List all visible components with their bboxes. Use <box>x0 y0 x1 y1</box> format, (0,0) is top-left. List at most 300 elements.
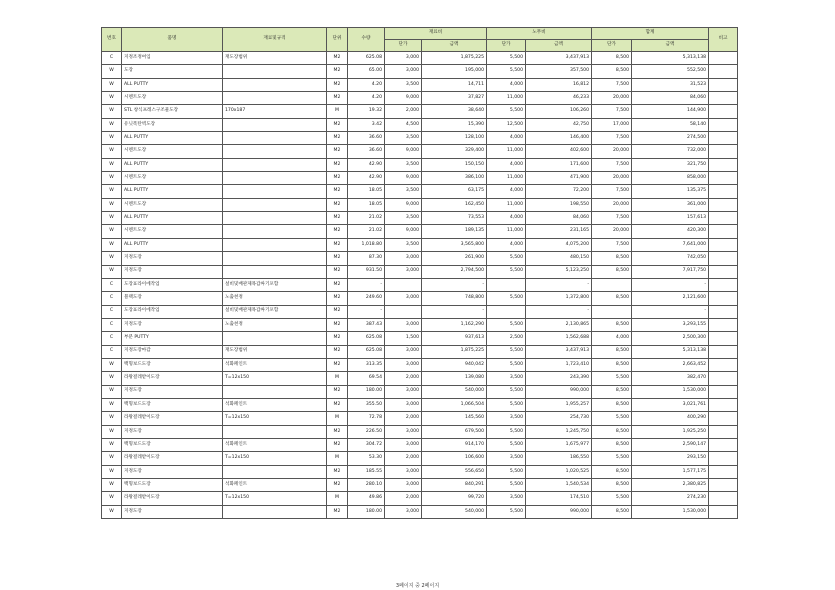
table-row <box>102 479 738 492</box>
cell-material-unit-price: 3,000 <box>385 345 422 358</box>
cell-material-unit-price: 9,000 <box>385 172 422 185</box>
cell-no: W <box>102 78 122 91</box>
cell-note <box>709 65 738 78</box>
cell-spec <box>223 185 327 198</box>
cell-material-amount: 37,827 <box>422 92 487 105</box>
cell-item: 지정도장 <box>122 385 223 398</box>
header-spec: 재료및규격 <box>223 28 327 52</box>
cell-item: 지정도장 <box>122 425 223 438</box>
cell-no: W <box>102 505 122 518</box>
cell-labor-unit-price: 2,500 <box>487 332 526 345</box>
cell-item: 백형보드도장 <box>122 479 223 492</box>
cell-no: W <box>102 212 122 225</box>
cell-material-unit-price: 3,500 <box>385 185 422 198</box>
cell-no: W <box>102 412 122 425</box>
table-row <box>102 492 738 505</box>
cell-spec <box>223 132 327 145</box>
cell-material-amount: 540,000 <box>422 385 487 398</box>
table-row <box>102 305 738 318</box>
cell-material-unit-price <box>385 278 422 291</box>
cell-unit: M2 <box>327 158 348 171</box>
cell-labor-amount: 146,400 <box>526 132 592 145</box>
cell-labor-unit-price: 5,500 <box>487 265 526 278</box>
cell-total-unit-price: 8,500 <box>592 345 632 358</box>
cell-no: W <box>102 465 122 478</box>
cell-unit: M2 <box>327 52 348 65</box>
cell-total-amount: 2,663,452 <box>632 358 709 371</box>
cell-no: W <box>102 398 122 411</box>
cell-total-unit-price: 4,000 <box>592 332 632 345</box>
cell-unit: M2 <box>327 398 348 411</box>
cell-no: C <box>102 305 122 318</box>
table-row <box>102 212 738 225</box>
cell-spec: T=12x150 <box>223 412 327 425</box>
cell-no: C <box>102 292 122 305</box>
cell-labor-amount: 990,000 <box>526 505 592 518</box>
cell-labor-unit-price: 11,000 <box>487 198 526 211</box>
cell-item: 라왕걸레받이도장 <box>122 412 223 425</box>
cell-material-amount: 748,800 <box>422 292 487 305</box>
cell-labor-unit-price: 3,500 <box>487 412 526 425</box>
cell-total-unit-price: 8,500 <box>592 438 632 451</box>
cell-unit: M2 <box>327 198 348 211</box>
table-header <box>102 28 738 52</box>
cell-spec <box>223 92 327 105</box>
cell-no: W <box>102 358 122 371</box>
cell-labor-amount: 1,540,534 <box>526 479 592 492</box>
cell-material-unit-price: 3,000 <box>385 385 422 398</box>
cell-labor-amount: 3,437,913 <box>526 345 592 358</box>
cell-note <box>709 278 738 291</box>
cell-labor-unit-price: 5,500 <box>487 345 526 358</box>
table-row <box>102 118 738 131</box>
cell-unit: M <box>327 452 348 465</box>
cell-spec <box>223 332 327 345</box>
cell-unit: M2 <box>327 78 348 91</box>
cell-spec <box>223 505 327 518</box>
cell-labor-unit-price: 11,000 <box>487 92 526 105</box>
cell-labor-unit-price: 5,500 <box>487 105 526 118</box>
cell-material-amount: - <box>422 305 487 318</box>
cell-no: W <box>102 198 122 211</box>
cell-note <box>709 332 738 345</box>
cell-total-unit-price: 8,500 <box>592 265 632 278</box>
cell-labor-amount: 2,130,865 <box>526 318 592 331</box>
cell-total-amount: 84,060 <box>632 92 709 105</box>
cell-note <box>709 505 738 518</box>
cell-item: ALL PUTTY <box>122 212 223 225</box>
cell-material-amount: 139,080 <box>422 372 487 385</box>
table-row <box>102 425 738 438</box>
cell-no: W <box>102 145 122 158</box>
cell-labor-unit-price: 4,000 <box>487 158 526 171</box>
cell-total-unit-price: 20,000 <box>592 225 632 238</box>
cell-unit: M2 <box>327 145 348 158</box>
cell-total-unit-price: 8,500 <box>592 385 632 398</box>
cell-no: W <box>102 479 122 492</box>
cell-total-unit-price: 20,000 <box>592 172 632 185</box>
cell-material-amount: 73,553 <box>422 212 487 225</box>
cell-item: 지정도장 <box>122 252 223 265</box>
cell-material-unit-price: 3,500 <box>385 238 422 251</box>
table-row <box>102 318 738 331</box>
cell-total-unit-price: 5,500 <box>592 412 632 425</box>
cell-note <box>709 425 738 438</box>
cell-labor-unit-price <box>487 305 526 318</box>
cell-labor-unit-price: 4,000 <box>487 132 526 145</box>
cell-total-unit-price: 8,500 <box>592 252 632 265</box>
cell-total-amount: 274,230 <box>632 492 709 505</box>
table-row <box>102 398 738 411</box>
cell-no: W <box>102 265 122 278</box>
cell-labor-unit-price: 12,500 <box>487 118 526 131</box>
cell-spec <box>223 65 327 78</box>
cell-total-amount: 1,530,000 <box>632 385 709 398</box>
cell-labor-amount: 42,750 <box>526 118 592 131</box>
cell-item: STL 창식프레스구조물도장 <box>122 105 223 118</box>
cell-material-unit-price: 3,000 <box>385 438 422 451</box>
cell-labor-amount: 243,390 <box>526 372 592 385</box>
cell-unit: M <box>327 412 348 425</box>
cell-unit: M <box>327 372 348 385</box>
cell-total-unit-price: 5,500 <box>592 372 632 385</box>
cell-total-unit-price: 8,500 <box>592 398 632 411</box>
cell-labor-unit-price: 3,500 <box>487 492 526 505</box>
cell-material-amount: 1,875,225 <box>422 52 487 65</box>
cell-labor-amount: 402,600 <box>526 145 592 158</box>
cell-qty: 21.02 <box>348 225 385 238</box>
cell-spec <box>223 265 327 278</box>
cell-note <box>709 412 738 425</box>
cell-unit: M <box>327 105 348 118</box>
cell-qty: 4.20 <box>348 92 385 105</box>
cell-no: W <box>102 492 122 505</box>
cell-item: 백형보드도장 <box>122 398 223 411</box>
table-row <box>102 265 738 278</box>
cell-qty: 53.30 <box>348 452 385 465</box>
cell-qty: 625.08 <box>348 52 385 65</box>
cell-material-amount: 106,600 <box>422 452 487 465</box>
cell-qty: 313.35 <box>348 358 385 371</box>
cell-spec <box>223 172 327 185</box>
cell-total-unit-price: 8,500 <box>592 358 632 371</box>
cell-total-amount: 31,523 <box>632 78 709 91</box>
table-row <box>102 465 738 478</box>
cell-note <box>709 145 738 158</box>
cell-total-amount: 2,590,147 <box>632 438 709 451</box>
cell-qty: 21.02 <box>348 212 385 225</box>
table-row <box>102 345 738 358</box>
cell-item: 유닛폭탄벽도장 <box>122 118 223 131</box>
cell-item: 블랙도장 <box>122 292 223 305</box>
cell-total-unit-price: 8,500 <box>592 479 632 492</box>
cell-labor-unit-price: 5,500 <box>487 465 526 478</box>
table-row <box>102 332 738 345</box>
cell-labor-unit-price: 5,500 <box>487 318 526 331</box>
cell-total-unit-price: 8,500 <box>592 425 632 438</box>
cell-material-unit-price: 2,000 <box>385 372 422 385</box>
cell-no: W <box>102 158 122 171</box>
cell-no: W <box>102 65 122 78</box>
cell-spec: 노출천정 <box>223 292 327 305</box>
cell-unit: M2 <box>327 292 348 305</box>
cell-material-amount: 386,100 <box>422 172 487 185</box>
cell-spec <box>223 212 327 225</box>
cell-item: 라왕걸레받이도장 <box>122 492 223 505</box>
cell-qty: 355.50 <box>348 398 385 411</box>
cell-item: 시멘트도장 <box>122 225 223 238</box>
cell-spec: 석화페인트 <box>223 398 327 411</box>
header-material: 재료비 <box>385 28 487 40</box>
cell-no: W <box>102 372 122 385</box>
cell-material-unit-price: 3,000 <box>385 252 422 265</box>
cell-item: 시멘트도장 <box>122 145 223 158</box>
cell-item: 도장 <box>122 65 223 78</box>
table-row <box>102 452 738 465</box>
cell-material-amount: 145,560 <box>422 412 487 425</box>
cell-total-amount: 400,290 <box>632 412 709 425</box>
cell-total-unit-price: 7,500 <box>592 185 632 198</box>
cell-labor-amount: 171,600 <box>526 158 592 171</box>
table-row <box>102 158 738 171</box>
cell-qty: 65.00 <box>348 65 385 78</box>
cell-qty: 1,018.80 <box>348 238 385 251</box>
cell-item: 시멘트도장 <box>122 198 223 211</box>
cell-item: 지정조정여입 <box>122 52 223 65</box>
cell-material-unit-price: 2,000 <box>385 492 422 505</box>
table-row <box>102 52 738 65</box>
cell-note <box>709 305 738 318</box>
cell-spec <box>223 118 327 131</box>
cell-labor-amount: 72,200 <box>526 185 592 198</box>
cell-unit: M2 <box>327 185 348 198</box>
cell-material-unit-price: 3,000 <box>385 465 422 478</box>
cell-no: C <box>102 345 122 358</box>
cell-material-unit-price: 9,000 <box>385 198 422 211</box>
cell-labor-unit-price: 5,500 <box>487 438 526 451</box>
cell-qty: 280.10 <box>348 479 385 492</box>
cell-total-unit-price: 5,500 <box>592 492 632 505</box>
cell-note <box>709 358 738 371</box>
cell-unit: M2 <box>327 132 348 145</box>
cell-labor-unit-price: 11,000 <box>487 145 526 158</box>
cell-note <box>709 438 738 451</box>
cell-total-unit-price: 8,500 <box>592 65 632 78</box>
cell-material-unit-price: 9,000 <box>385 145 422 158</box>
cell-total-amount: 2,121,600 <box>632 292 709 305</box>
table-body <box>102 52 738 519</box>
cell-no: W <box>102 438 122 451</box>
cell-note <box>709 78 738 91</box>
cell-note <box>709 158 738 171</box>
cell-spec <box>223 78 327 91</box>
cell-labor-amount: 46,233 <box>526 92 592 105</box>
cell-qty: 180.00 <box>348 385 385 398</box>
cell-total-amount: - <box>632 305 709 318</box>
cell-total-unit-price: 20,000 <box>592 145 632 158</box>
cell-labor-amount: 4,075,200 <box>526 238 592 251</box>
cell-material-amount: 99,720 <box>422 492 487 505</box>
cell-unit: M2 <box>327 332 348 345</box>
cell-item: 라왕걸레받이도장 <box>122 372 223 385</box>
cell-qty: 226.50 <box>348 425 385 438</box>
cell-material-unit-price: 3,500 <box>385 158 422 171</box>
cell-material-unit-price: 3,000 <box>385 65 422 78</box>
cell-material-amount: 162,450 <box>422 198 487 211</box>
cell-spec: T=12x150 <box>223 372 327 385</box>
cell-qty: 625.08 <box>348 345 385 358</box>
cell-material-unit-price <box>385 305 422 318</box>
cell-material-unit-price: 4,500 <box>385 118 422 131</box>
cell-total-unit-price <box>592 305 632 318</box>
cell-labor-unit-price: 5,500 <box>487 65 526 78</box>
cell-total-amount: 3,293,155 <box>632 318 709 331</box>
cell-material-amount: 679,500 <box>422 425 487 438</box>
cell-material-amount: 261,900 <box>422 252 487 265</box>
cell-no: W <box>102 225 122 238</box>
cell-total-amount: 7,917,750 <box>632 265 709 278</box>
cell-total-unit-price: 7,500 <box>592 132 632 145</box>
cell-total-amount: 274,500 <box>632 132 709 145</box>
cell-note <box>709 265 738 278</box>
table-row <box>102 105 738 118</box>
cell-qty: 18.05 <box>348 198 385 211</box>
cell-labor-amount: 174,510 <box>526 492 592 505</box>
cell-no: W <box>102 185 122 198</box>
cell-labor-amount: 3,437,913 <box>526 52 592 65</box>
cell-spec: 석화페인트 <box>223 438 327 451</box>
cell-unit: M2 <box>327 65 348 78</box>
cell-spec: 설비및배관제목갑싸기포함 <box>223 305 327 318</box>
cell-total-amount: 742,050 <box>632 252 709 265</box>
cell-unit: M2 <box>327 318 348 331</box>
cell-material-unit-price: 3,000 <box>385 425 422 438</box>
cell-note <box>709 398 738 411</box>
cell-qty: 49.86 <box>348 492 385 505</box>
table-row <box>102 172 738 185</box>
cell-spec: 석화페인트 <box>223 479 327 492</box>
cell-no: C <box>102 278 122 291</box>
cell-note <box>709 385 738 398</box>
cell-no: C <box>102 332 122 345</box>
cell-qty: 42.90 <box>348 158 385 171</box>
cell-total-amount: 552,500 <box>632 65 709 78</box>
cell-labor-amount: 1,562,688 <box>526 332 592 345</box>
header-no: 번호 <box>102 28 122 52</box>
cell-total-amount: 420,300 <box>632 225 709 238</box>
cell-labor-amount: 5,123,250 <box>526 265 592 278</box>
cell-labor-amount: 84,060 <box>526 212 592 225</box>
cell-total-amount: 5,313,138 <box>632 345 709 358</box>
cell-note <box>709 172 738 185</box>
cell-unit: M2 <box>327 212 348 225</box>
cell-labor-amount: 990,000 <box>526 385 592 398</box>
cell-total-unit-price: 17,000 <box>592 118 632 131</box>
cell-no: W <box>102 118 122 131</box>
cell-item: 부분 PUTTY <box>122 332 223 345</box>
cell-total-unit-price: 8,500 <box>592 465 632 478</box>
cell-no: C <box>102 318 122 331</box>
cell-material-amount: - <box>422 278 487 291</box>
cell-labor-amount: 1,372,800 <box>526 292 592 305</box>
cell-qty: 18.05 <box>348 185 385 198</box>
page-footer: 3페이지 중 2페이지 <box>395 583 440 589</box>
cell-total-amount: 361,000 <box>632 198 709 211</box>
cell-spec <box>223 252 327 265</box>
cell-note <box>709 225 738 238</box>
cell-qty: 180.00 <box>348 505 385 518</box>
header-total: 합계 <box>592 28 709 40</box>
cell-labor-amount: 471,900 <box>526 172 592 185</box>
cell-material-unit-price: 3,000 <box>385 398 422 411</box>
estimate-table <box>101 27 738 519</box>
cell-note <box>709 372 738 385</box>
cell-labor-unit-price: 11,000 <box>487 225 526 238</box>
cell-spec: 석화페인트 <box>223 358 327 371</box>
header-total-unit-price: 단가 <box>592 40 632 52</box>
cell-material-amount: 540,000 <box>422 505 487 518</box>
cell-material-unit-price: 3,000 <box>385 52 422 65</box>
cell-spec <box>223 465 327 478</box>
cell-material-unit-price: 1,500 <box>385 332 422 345</box>
cell-material-amount: 1,875,225 <box>422 345 487 358</box>
header-qty: 수량 <box>348 28 385 52</box>
cell-material-amount: 38,640 <box>422 105 487 118</box>
header-item: 품명 <box>122 28 223 52</box>
cell-qty: 36.60 <box>348 132 385 145</box>
cell-total-unit-price: 20,000 <box>592 198 632 211</box>
cell-material-unit-price: 3,000 <box>385 505 422 518</box>
cell-material-unit-price: 3,500 <box>385 212 422 225</box>
cell-labor-amount: 1,955,257 <box>526 398 592 411</box>
cell-total-unit-price: 7,500 <box>592 105 632 118</box>
table-row <box>102 252 738 265</box>
cell-spec: 재도장범위 <box>223 345 327 358</box>
cell-material-unit-price: 9,000 <box>385 225 422 238</box>
cell-material-unit-price: 2,000 <box>385 412 422 425</box>
cell-total-amount: 5,313,138 <box>632 52 709 65</box>
cell-material-unit-price: 9,000 <box>385 92 422 105</box>
cell-unit: M2 <box>327 252 348 265</box>
cell-spec: 설비및배관제목갑싸기포함 <box>223 278 327 291</box>
cell-no: W <box>102 385 122 398</box>
cell-spec <box>223 385 327 398</box>
cell-labor-amount: 16,812 <box>526 78 592 91</box>
cell-qty: 931.50 <box>348 265 385 278</box>
table-row <box>102 412 738 425</box>
cell-unit: M2 <box>327 385 348 398</box>
table-row <box>102 385 738 398</box>
cell-no: W <box>102 452 122 465</box>
cell-total-unit-price: 7,500 <box>592 238 632 251</box>
cell-material-unit-price: 3,000 <box>385 265 422 278</box>
cell-item: 도장표라이에작업 <box>122 278 223 291</box>
header-total-amount: 금액 <box>632 40 709 52</box>
table-row <box>102 65 738 78</box>
cell-total-unit-price <box>592 278 632 291</box>
cell-total-amount: 144,900 <box>632 105 709 118</box>
table-row <box>102 132 738 145</box>
cell-qty: 185.55 <box>348 465 385 478</box>
cell-unit: M2 <box>327 438 348 451</box>
table-row <box>102 145 738 158</box>
cell-labor-amount: 1,675,977 <box>526 438 592 451</box>
cell-material-amount: 914,170 <box>422 438 487 451</box>
cell-unit: M2 <box>327 425 348 438</box>
cell-item: ALL PUTTY <box>122 78 223 91</box>
cell-unit: M2 <box>327 465 348 478</box>
table-row <box>102 278 738 291</box>
